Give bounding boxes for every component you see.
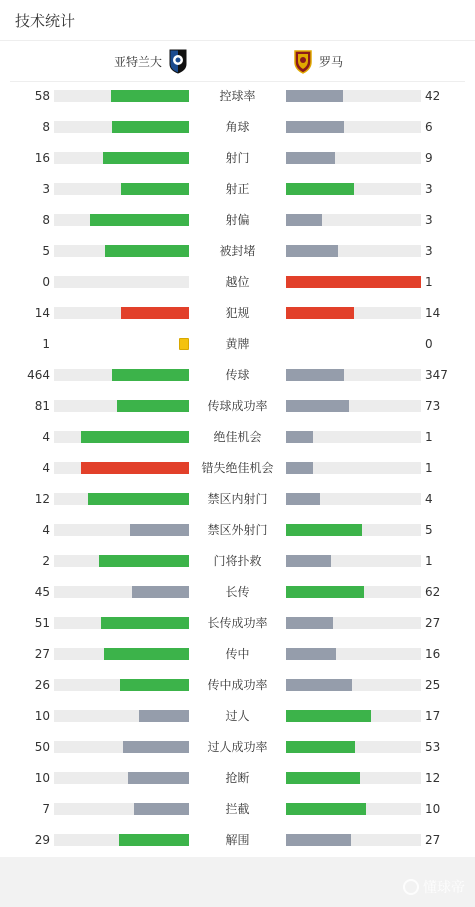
away-bar	[286, 555, 331, 567]
stat-label: 黄牌	[225, 337, 250, 351]
home-bar-track	[54, 710, 189, 722]
stat-row	[0, 670, 475, 701]
away-value: 0	[425, 337, 433, 351]
away-bar	[286, 183, 354, 195]
away-bar	[286, 834, 351, 846]
away-bar	[286, 214, 322, 226]
stat-row	[0, 143, 475, 174]
away-bar	[286, 648, 336, 660]
home-bar	[134, 803, 189, 815]
stat-label: 射门	[225, 151, 250, 165]
away-value: 12	[425, 771, 441, 785]
stat-row	[0, 608, 475, 639]
home-value: 51	[34, 616, 50, 630]
away-bar-track	[286, 772, 421, 784]
stat-label: 传球	[225, 368, 250, 382]
home-bar-track	[54, 524, 189, 536]
home-value: 2	[42, 554, 50, 568]
home-team[interactable]	[114, 41, 188, 81]
away-value: 10	[425, 802, 441, 816]
footer	[0, 857, 475, 907]
stat-row	[0, 484, 475, 515]
away-bar	[286, 369, 344, 381]
home-bar	[90, 214, 189, 226]
stat-row	[0, 825, 475, 856]
stat-label: 禁区外射门	[207, 523, 268, 537]
away-bar-track	[286, 338, 421, 350]
away-bar-track	[286, 152, 421, 164]
stat-row	[0, 112, 475, 143]
home-bar	[101, 617, 189, 629]
home-bar-track	[54, 307, 189, 319]
home-bar-track	[54, 617, 189, 629]
home-bar-track	[54, 152, 189, 164]
away-value: 1	[425, 275, 433, 289]
stat-row	[0, 701, 475, 732]
home-bar	[119, 834, 189, 846]
stat-label: 射偏	[225, 213, 250, 227]
dongqiudi-logo-icon	[403, 879, 419, 895]
away-value: 4	[425, 492, 433, 506]
home-value: 12	[34, 492, 50, 506]
home-bar	[121, 183, 189, 195]
teams-header	[10, 41, 465, 82]
home-bar	[81, 462, 189, 474]
home-bar-track	[54, 214, 189, 226]
page-title: 技术统计	[15, 12, 76, 30]
away-bar	[286, 710, 371, 722]
home-value: 7	[42, 802, 50, 816]
home-value: 1	[42, 337, 50, 351]
stat-row	[0, 422, 475, 453]
away-team[interactable]	[293, 41, 343, 81]
away-value: 27	[425, 616, 441, 630]
away-bar-track	[286, 307, 421, 319]
stat-row	[0, 360, 475, 391]
home-bar	[128, 772, 189, 784]
away-bar	[286, 431, 313, 443]
home-bar-track	[54, 586, 189, 598]
stat-label: 传中	[225, 647, 250, 661]
home-bar	[123, 741, 189, 753]
home-bar	[139, 710, 189, 722]
home-bar	[81, 431, 189, 443]
away-bar	[286, 493, 320, 505]
home-bar-track	[54, 834, 189, 846]
stat-row	[0, 639, 475, 670]
away-bar-track	[286, 462, 421, 474]
stat-label: 射正	[225, 182, 250, 196]
stat-row	[0, 267, 475, 298]
home-bar-track	[54, 245, 189, 257]
away-value: 3	[425, 213, 433, 227]
home-bar	[132, 586, 189, 598]
away-value: 9	[425, 151, 433, 165]
away-bar	[286, 307, 354, 319]
away-bar-track	[286, 524, 421, 536]
home-value: 10	[34, 709, 50, 723]
stat-row	[0, 732, 475, 763]
home-bar	[120, 679, 189, 691]
home-bar	[105, 245, 189, 257]
home-value: 27	[34, 647, 50, 661]
away-bar-track	[286, 369, 421, 381]
home-value: 3	[42, 182, 50, 196]
home-value: 14	[34, 306, 50, 320]
stat-label: 门将扑救	[213, 554, 262, 568]
home-bar-track	[54, 183, 189, 195]
home-bar-track	[54, 679, 189, 691]
away-bar	[286, 152, 335, 164]
stat-label: 越位	[225, 275, 250, 289]
away-bar	[286, 679, 352, 691]
home-bar	[88, 493, 189, 505]
stat-label: 犯规	[225, 306, 250, 320]
away-value: 5	[425, 523, 433, 537]
home-bar-track	[54, 400, 189, 412]
away-value: 27	[425, 833, 441, 847]
stats-list	[0, 81, 475, 856]
stat-label: 传中成功率	[207, 678, 268, 692]
home-value: 8	[42, 120, 50, 134]
away-bar-track	[286, 741, 421, 753]
stat-row	[0, 329, 475, 360]
watermark	[403, 877, 465, 897]
home-value: 26	[34, 678, 50, 692]
home-value: 50	[34, 740, 50, 754]
away-bar	[286, 276, 421, 288]
home-bar	[117, 400, 189, 412]
away-bar-track	[286, 121, 421, 133]
away-bar-track	[286, 400, 421, 412]
home-bar-track	[54, 462, 189, 474]
away-bar-track	[286, 555, 421, 567]
atalanta-badge-icon	[168, 48, 188, 74]
away-team-name: 罗马	[319, 54, 344, 69]
home-bar-track	[54, 555, 189, 567]
home-value: 10	[34, 771, 50, 785]
away-bar-track	[286, 834, 421, 846]
stat-row	[0, 515, 475, 546]
home-bar-track	[54, 276, 189, 288]
home-value: 5	[42, 244, 50, 258]
home-value: 0	[42, 275, 50, 289]
stat-row	[0, 205, 475, 236]
away-bar	[286, 90, 343, 102]
home-value: 81	[34, 399, 50, 413]
stat-label: 抢断	[225, 771, 250, 785]
home-value: 58	[34, 89, 50, 103]
stat-label: 解围	[225, 833, 250, 847]
away-value: 73	[425, 399, 441, 413]
away-value: 17	[425, 709, 441, 723]
home-bar-track	[54, 121, 189, 133]
away-bar	[286, 617, 333, 629]
stat-row	[0, 391, 475, 422]
stat-label: 角球	[225, 120, 250, 134]
away-bar-track	[286, 493, 421, 505]
home-bar-track	[54, 648, 189, 660]
home-bar	[104, 648, 189, 660]
home-bar	[112, 369, 189, 381]
home-bar	[121, 307, 189, 319]
stat-row	[0, 81, 475, 112]
away-bar-track	[286, 803, 421, 815]
away-bar-track	[286, 276, 421, 288]
stat-row	[0, 236, 475, 267]
stat-row	[0, 763, 475, 794]
away-bar	[286, 524, 362, 536]
home-bar	[99, 555, 189, 567]
home-bar	[103, 152, 189, 164]
away-bar	[286, 586, 364, 598]
home-value: 4	[42, 523, 50, 537]
roma-badge-icon	[293, 48, 313, 74]
away-value: 3	[425, 244, 433, 258]
away-bar-track	[286, 183, 421, 195]
away-value: 3	[425, 182, 433, 196]
stat-label: 禁区内射门	[207, 492, 268, 506]
stat-label: 绝佳机会	[213, 430, 262, 444]
stat-label: 拦截	[225, 802, 250, 816]
stat-label: 长传成功率	[207, 616, 268, 630]
stat-row	[0, 298, 475, 329]
stat-label: 传球成功率	[207, 399, 268, 413]
stat-label: 长传	[225, 585, 250, 599]
watermark-text: 懂球帝	[423, 880, 465, 896]
away-value: 347	[425, 368, 448, 382]
home-value: 4	[42, 430, 50, 444]
away-bar	[286, 741, 355, 753]
stat-label: 过人成功率	[207, 740, 268, 754]
away-bar-track	[286, 90, 421, 102]
home-team-name: 亚特兰大	[113, 54, 162, 69]
stat-row	[0, 577, 475, 608]
away-bar-track	[286, 214, 421, 226]
yellow-card-icon	[179, 338, 189, 350]
home-bar-track	[54, 741, 189, 753]
away-value: 62	[425, 585, 441, 599]
away-bar-track	[286, 586, 421, 598]
away-bar-track	[286, 245, 421, 257]
away-value: 16	[425, 647, 441, 661]
home-bar	[112, 121, 189, 133]
home-value: 45	[34, 585, 50, 599]
away-bar-track	[286, 710, 421, 722]
home-value: 16	[34, 151, 50, 165]
home-value: 4	[42, 461, 50, 475]
home-value: 464	[27, 368, 50, 382]
home-bar	[130, 524, 189, 536]
away-bar-track	[286, 679, 421, 691]
stat-label: 控球率	[219, 89, 256, 103]
away-bar	[286, 121, 344, 133]
away-bar-track	[286, 648, 421, 660]
home-bar-track	[54, 369, 189, 381]
away-bar-track	[286, 431, 421, 443]
stat-row	[0, 453, 475, 484]
away-bar	[286, 772, 360, 784]
home-value: 29	[34, 833, 50, 847]
stat-row	[0, 546, 475, 577]
away-bar	[286, 803, 366, 815]
away-value: 25	[425, 678, 441, 692]
stat-row	[0, 174, 475, 205]
home-bar-track	[54, 431, 189, 443]
home-bar-track	[54, 803, 189, 815]
home-bar-track	[54, 90, 189, 102]
home-value: 8	[42, 213, 50, 227]
stat-label: 错失绝佳机会	[201, 461, 274, 475]
away-bar	[286, 245, 338, 257]
stat-row	[0, 794, 475, 825]
away-value: 1	[425, 554, 433, 568]
away-value: 1	[425, 461, 433, 475]
stat-label: 被封堵	[219, 244, 256, 258]
home-bar-track	[54, 772, 189, 784]
home-bar-track	[54, 338, 189, 350]
away-value: 1	[425, 430, 433, 444]
away-bar-track	[286, 617, 421, 629]
away-value: 42	[425, 89, 441, 103]
stat-label: 过人	[225, 709, 250, 723]
home-bar	[111, 90, 189, 102]
away-bar	[286, 400, 349, 412]
home-bar-track	[54, 493, 189, 505]
away-value: 14	[425, 306, 441, 320]
away-value: 53	[425, 740, 441, 754]
away-bar	[286, 462, 313, 474]
away-value: 6	[425, 120, 433, 134]
